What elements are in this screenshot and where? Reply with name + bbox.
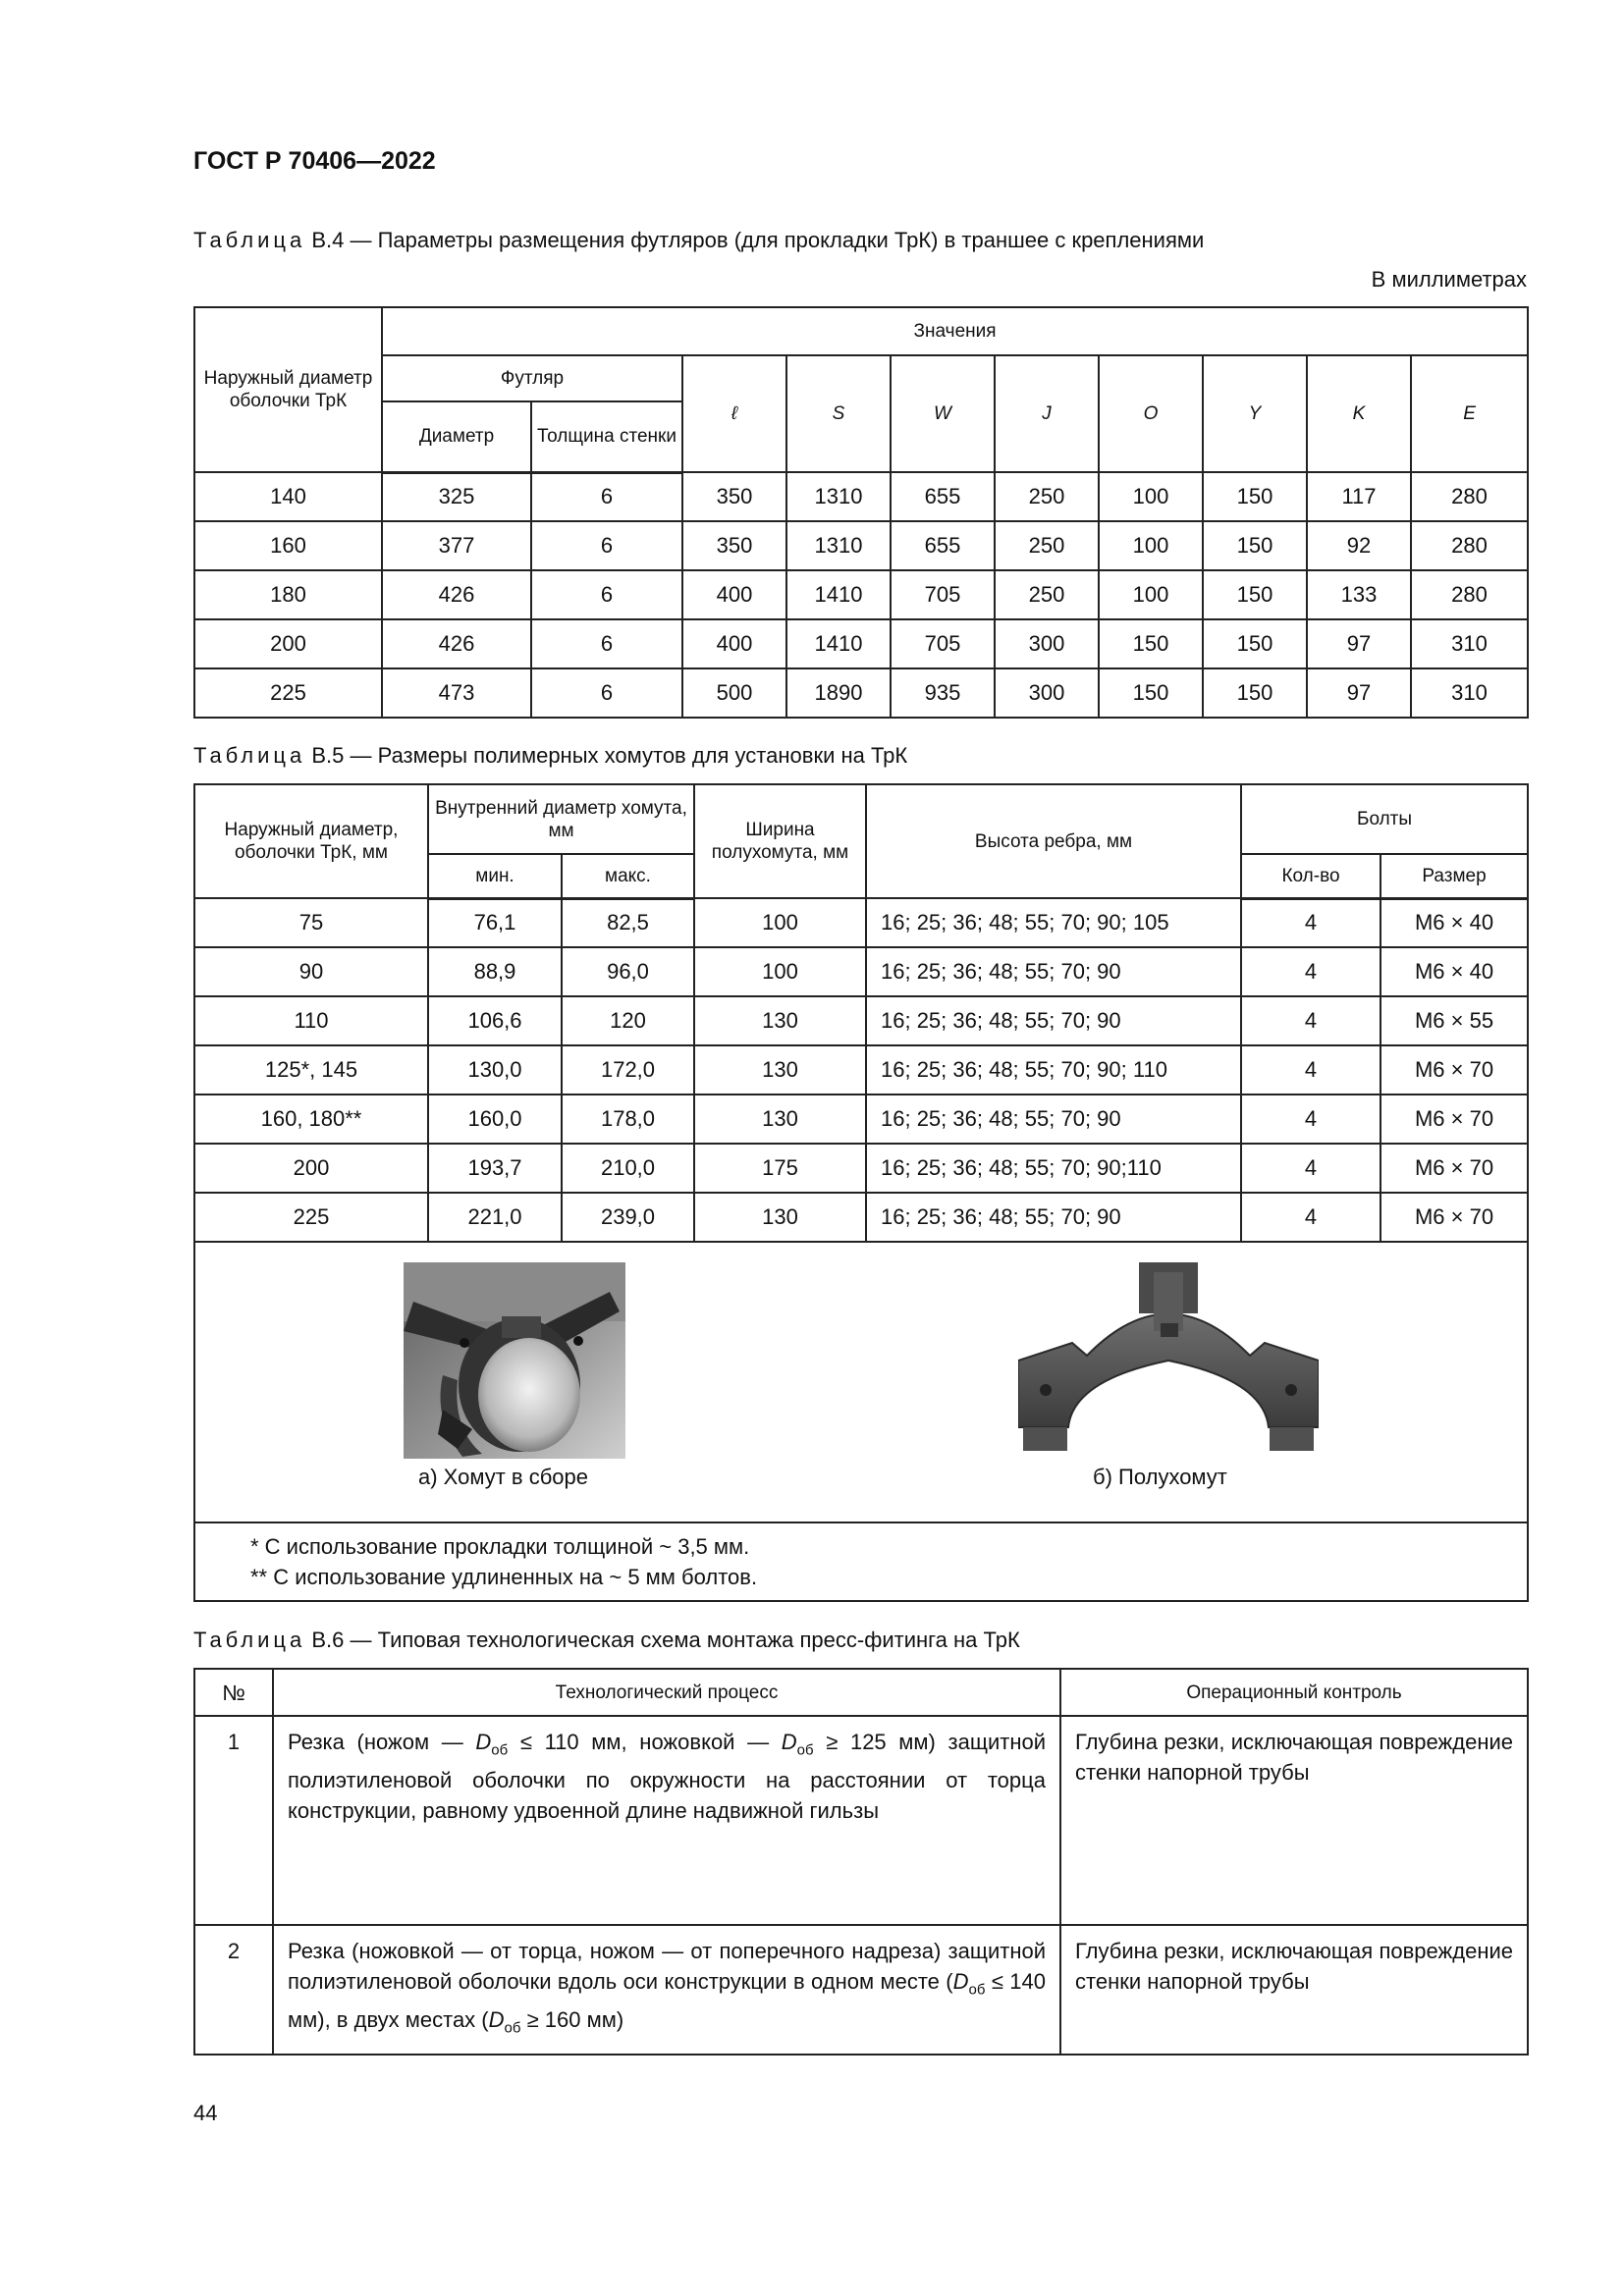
header-diameter: Диаметр — [382, 401, 531, 472]
table-cell: 130 — [694, 1095, 866, 1144]
figures-cell — [194, 1242, 1528, 1522]
table-cell: М6 × 70 — [1380, 1095, 1528, 1144]
table-cell: 225 — [194, 668, 382, 718]
table-row — [194, 1095, 1528, 1144]
table-cell: 100 — [694, 947, 866, 996]
header-w: W — [891, 355, 995, 472]
table-cell: 150 — [1203, 521, 1307, 570]
table-cell: 1410 — [786, 619, 891, 668]
table-cell: 200 — [194, 1144, 428, 1193]
footnotes-cell — [194, 1522, 1528, 1601]
header-e: E — [1411, 355, 1528, 472]
table-cell: 280 — [1411, 472, 1528, 521]
header-width: Ширина полухомута, мм — [694, 784, 866, 898]
header-wall: Толщина стенки — [531, 401, 682, 472]
table-cell: 150 — [1203, 472, 1307, 521]
table-cell: 4 — [1241, 898, 1380, 947]
caption-text: В.5 — Размеры полимерных хомутов для установки на ТрК — [305, 743, 908, 768]
table-cell: 16; 25; 36; 48; 55; 70; 90 — [866, 947, 1241, 996]
table-cell: 88,9 — [428, 947, 562, 996]
header-l: ℓ — [682, 355, 786, 472]
table-cell: 400 — [682, 570, 786, 619]
table-cell: 4 — [1241, 1144, 1380, 1193]
table-row — [194, 1144, 1528, 1193]
table-cell: 16; 25; 36; 48; 55; 70; 90 — [866, 1193, 1241, 1242]
table-cell: 377 — [382, 521, 531, 570]
table-cell: 6 — [531, 521, 682, 570]
table-cell: 426 — [382, 619, 531, 668]
table-cell: 16; 25; 36; 48; 55; 70; 90 — [866, 1095, 1241, 1144]
table-row — [194, 1193, 1528, 1242]
header-s: S — [786, 355, 891, 472]
table-cell: М6 × 40 — [1380, 947, 1528, 996]
control-text: Глубина резки, исключающая повреждение стенки напорной трубы — [1060, 1716, 1528, 1925]
header-inner-diameter: Внутренний диаметр хомута, мм — [428, 784, 694, 854]
table-cell: 180 — [194, 570, 382, 619]
table-cell: 117 — [1307, 472, 1411, 521]
table-cell: 150 — [1203, 570, 1307, 619]
table-b6 — [193, 1668, 1529, 2056]
table-cell: 426 — [382, 570, 531, 619]
table-row — [194, 521, 1528, 570]
table-cell: 100 — [1099, 472, 1203, 521]
process-text: Резка (ножовкой — от торца, ножом — от поперечного надреза) защитной полиэтиленовой оболочки вдоль оси конструкции в одном месте ($D_{об} \le 140$ мм), в двух местах ($D_{об} \ge 160$ мм) — [273, 1925, 1060, 2055]
header-y: Y — [1203, 355, 1307, 472]
header-outer-diameter: Наружный диаметр оболочки ТрК — [194, 307, 382, 472]
table-cell: 655 — [891, 521, 995, 570]
header-size: Размер — [1380, 854, 1528, 898]
clamp-assembled-image — [404, 1262, 625, 1459]
table-cell: 100 — [1099, 570, 1203, 619]
table-cell: 160,0 — [428, 1095, 562, 1144]
table-cell: 178,0 — [562, 1095, 694, 1144]
table-cell: 96,0 — [562, 947, 694, 996]
table-cell: 250 — [995, 521, 1099, 570]
control-text: Глубина резки, исключающая повреждение стенки напорной трубы — [1060, 1925, 1528, 2055]
caption-word: Таблица — [193, 1628, 306, 1652]
header-k: K — [1307, 355, 1411, 472]
table-row — [194, 898, 1528, 947]
table-cell: 130 — [694, 1045, 866, 1095]
table-cell: 193,7 — [428, 1144, 562, 1193]
document-title: ГОСТ Р 70406—2022 — [193, 147, 436, 175]
table-cell: 150 — [1099, 668, 1203, 718]
table-cell: 4 — [1241, 996, 1380, 1045]
table-cell: 130 — [694, 996, 866, 1045]
table-cell: 1310 — [786, 472, 891, 521]
table-cell: 100 — [694, 898, 866, 947]
table-cell: 110 — [194, 996, 428, 1045]
table-cell: 6 — [531, 472, 682, 521]
table-row — [194, 619, 1528, 668]
table-cell: 310 — [1411, 619, 1528, 668]
table-cell: 350 — [682, 521, 786, 570]
table-cell: М6 × 70 — [1380, 1144, 1528, 1193]
table-cell: 106,6 — [428, 996, 562, 1045]
table-b5 — [193, 783, 1529, 1602]
table-cell: 6 — [531, 668, 682, 718]
row-num: 2 — [194, 1925, 273, 2055]
table-cell: 160 — [194, 521, 382, 570]
table-cell: 239,0 — [562, 1193, 694, 1242]
table-cell: 82,5 — [562, 898, 694, 947]
row-num: 1 — [194, 1716, 273, 1925]
table-cell: 130 — [694, 1193, 866, 1242]
header-min: мин. — [428, 854, 562, 898]
table-cell: 160, 180** — [194, 1095, 428, 1144]
table-cell: 473 — [382, 668, 531, 718]
table-b4 — [193, 306, 1529, 719]
table-row — [194, 668, 1528, 718]
table-cell: 6 — [531, 619, 682, 668]
table-cell: 100 — [1099, 521, 1203, 570]
table-cell: М6 × 70 — [1380, 1193, 1528, 1242]
half-clamp-image — [1018, 1262, 1319, 1451]
table-cell: М6 × 55 — [1380, 996, 1528, 1045]
header-control: Операционный контроль — [1060, 1669, 1528, 1716]
header-j: J — [995, 355, 1099, 472]
table-b4-caption — [193, 228, 1204, 253]
table-cell: 705 — [891, 570, 995, 619]
header-outer-diameter: Наружный диаметр, оболочки ТрК, мм — [194, 784, 428, 898]
table-cell: 75 — [194, 898, 428, 947]
table-cell: М6 × 40 — [1380, 898, 1528, 947]
table-cell: 221,0 — [428, 1193, 562, 1242]
table-cell: 1410 — [786, 570, 891, 619]
table-cell: 133 — [1307, 570, 1411, 619]
table-row — [194, 1925, 1528, 2055]
header-num: № — [194, 1669, 273, 1716]
table-cell: 300 — [995, 668, 1099, 718]
header-case: Футляр — [382, 355, 682, 401]
process-text: Резка (ножом — $D_{об} \le 110$ мм, ножовкой — $D_{об} \ge 125$ мм) защитной полиэтиленовой оболочки по окружности на расстоянии от торца конструкции, равному удвоенной длине надвижной гильзы — [273, 1716, 1060, 1925]
header-process: Технологический процесс — [273, 1669, 1060, 1716]
table-cell: 4 — [1241, 1045, 1380, 1095]
table-cell: 935 — [891, 668, 995, 718]
table-cell: 16; 25; 36; 48; 55; 70; 90; 110 — [866, 1045, 1241, 1095]
caption-word: Таблица — [193, 743, 306, 768]
table-cell: 1890 — [786, 668, 891, 718]
table-cell: 250 — [995, 472, 1099, 521]
table-row — [194, 1045, 1528, 1095]
table-cell: 76,1 — [428, 898, 562, 947]
caption-word: Таблица — [193, 228, 306, 252]
table-row — [194, 570, 1528, 619]
table-row — [194, 947, 1528, 996]
table-cell: 97 — [1307, 619, 1411, 668]
units-note: В миллиметрах — [1371, 267, 1527, 292]
table-cell: 225 — [194, 1193, 428, 1242]
table-cell: 200 — [194, 619, 382, 668]
table-cell: 150 — [1203, 668, 1307, 718]
header-o: O — [1099, 355, 1203, 472]
header-values: Значения — [382, 307, 1528, 355]
table-cell: 150 — [1203, 619, 1307, 668]
table-cell: 280 — [1411, 570, 1528, 619]
table-cell: 92 — [1307, 521, 1411, 570]
table-cell: 325 — [382, 472, 531, 521]
table-cell: 4 — [1241, 947, 1380, 996]
page-number: 44 — [193, 2101, 218, 2125]
table-cell: 16; 25; 36; 48; 55; 70; 90;110 — [866, 1144, 1241, 1193]
table-cell: 16; 25; 36; 48; 55; 70; 90; 105 — [866, 898, 1241, 947]
table-cell: 90 — [194, 947, 428, 996]
header-bolts: Болты — [1241, 784, 1528, 854]
table-row — [194, 472, 1528, 521]
table-cell: 6 — [531, 570, 682, 619]
header-max: макс. — [562, 854, 694, 898]
table-cell: 130,0 — [428, 1045, 562, 1095]
table-b5-caption — [193, 743, 907, 769]
table-cell: 210,0 — [562, 1144, 694, 1193]
table-cell: 120 — [562, 996, 694, 1045]
table-cell: 172,0 — [562, 1045, 694, 1095]
table-cell: 400 — [682, 619, 786, 668]
table-cell: 140 — [194, 472, 382, 521]
table-cell: 250 — [995, 570, 1099, 619]
table-row — [194, 1716, 1528, 1925]
table-cell: 150 — [1099, 619, 1203, 668]
figure-b-caption: б) Полухомут — [1093, 1465, 1227, 1489]
table-cell: 705 — [891, 619, 995, 668]
table-cell: 125*, 145 — [194, 1045, 428, 1095]
table-row — [194, 996, 1528, 1045]
table-cell: 310 — [1411, 668, 1528, 718]
header-rib-height: Высота ребра, мм — [866, 784, 1241, 898]
table-cell: 4 — [1241, 1193, 1380, 1242]
figure-a-caption: а) Хомут в сборе — [418, 1465, 589, 1489]
table-cell: 175 — [694, 1144, 866, 1193]
table-cell: 280 — [1411, 521, 1528, 570]
table-cell: 300 — [995, 619, 1099, 668]
table-cell: 500 — [682, 668, 786, 718]
table-cell: М6 × 70 — [1380, 1045, 1528, 1095]
table-cell: 97 — [1307, 668, 1411, 718]
table-cell: 1310 — [786, 521, 891, 570]
table-cell: 16; 25; 36; 48; 55; 70; 90 — [866, 996, 1241, 1045]
table-cell: 350 — [682, 472, 786, 521]
table-b6-caption — [193, 1628, 1020, 1653]
table-cell: 4 — [1241, 1095, 1380, 1144]
table-cell: 655 — [891, 472, 995, 521]
footnote-1: * С использование прокладки толщиной ~ 3,5 мм. — [250, 1534, 750, 1559]
caption-text: В.6 — Типовая технологическая схема монтажа пресс-фитинга на ТрК — [305, 1628, 1020, 1652]
header-qty: Кол-во — [1241, 854, 1380, 898]
footnote-2: ** С использование удлиненных на ~ 5 мм болтов. — [250, 1565, 758, 1589]
caption-text: В.4 — Параметры размещения футляров (для прокладки ТрК) в траншее с креплениями — [305, 228, 1205, 252]
